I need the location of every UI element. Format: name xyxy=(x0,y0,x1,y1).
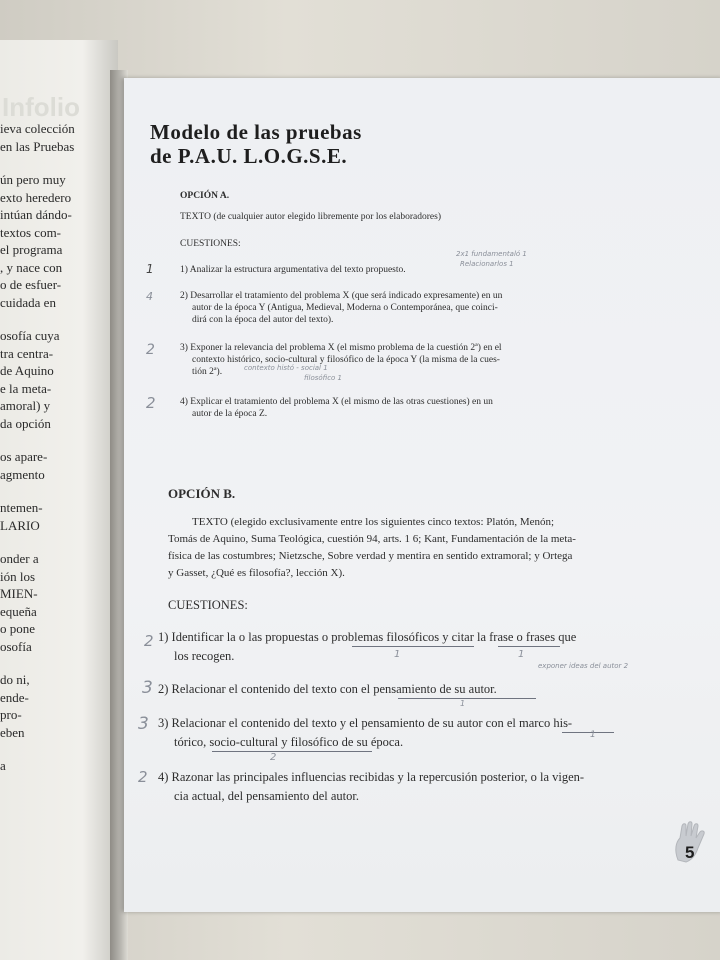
left-page-line: equeña xyxy=(0,603,37,619)
left-page-line: agmento xyxy=(0,466,45,482)
left-page-line: ntemen- xyxy=(0,500,43,515)
option-b-questions-label: CUESTIONES: xyxy=(168,598,248,612)
left-page-line: a xyxy=(0,758,6,773)
b-q3-underline-1 xyxy=(562,732,614,733)
option-a-text: TEXTO (de cualquier autor elegido libremente por los elaboradores) xyxy=(180,212,441,222)
left-page-line: el programa xyxy=(0,242,63,257)
left-page-line: LARIO xyxy=(0,517,40,533)
page-number: 5 xyxy=(685,843,695,862)
left-page-line: eben xyxy=(0,724,25,740)
b-q3-mark-1: 1 xyxy=(590,730,596,740)
option-b-text xyxy=(168,514,616,582)
a-question-4-line-2: autor de la época Z. xyxy=(192,409,268,419)
b-q1-mark-2: 1 xyxy=(518,649,525,660)
title-line-2: de P.A.U. L.O.G.S.E. xyxy=(150,144,348,168)
left-page-line: onder a xyxy=(0,551,39,566)
a-q1-note: 2x1 fundamentaló 1 xyxy=(456,250,527,258)
left-page-line: MIEN- xyxy=(0,586,38,601)
a-question-2-line-1: 2) Desarrollar el tratamiento del problema X (que será indicado expresamente) en un xyxy=(180,291,503,301)
left-page-line: amoral) y xyxy=(0,398,51,413)
b-q1-underline-2 xyxy=(498,646,560,647)
a-q1-note-2: Relacionarlos 1 xyxy=(460,260,514,268)
b-question-1-line-2: los recogen. xyxy=(174,649,235,663)
option-b-text-line-4: y Gasset, ¿Qué es filosofía?, lección X). xyxy=(168,567,345,579)
b-q1-margin-mark: 2 xyxy=(144,632,154,650)
left-page-line: ión los xyxy=(0,568,36,584)
a-question-2-line-2: autor de la época Y (Antigua, Medieval, Moderna o Contemporánea, que coinci- xyxy=(192,303,498,313)
b-question-2: 2) Relacionar el contenido del texto con el pensamiento de su autor. xyxy=(158,682,497,696)
a-q2-margin-mark: 4 xyxy=(146,290,153,303)
left-page-line: intúan dándo- xyxy=(0,207,72,222)
page-title xyxy=(150,120,362,168)
left-page-line: cuidada en xyxy=(0,294,56,310)
b-q2-underline xyxy=(398,698,536,699)
left-page-line: , y nace con xyxy=(0,259,63,275)
left-page-line: da opción xyxy=(0,415,51,431)
option-b-heading: OPCIÓN B. xyxy=(168,486,236,501)
left-page-line: exto heredero xyxy=(0,189,72,205)
left-page-line: osofía xyxy=(0,638,32,654)
left-page-line: ún pero muy xyxy=(0,172,66,187)
title-line-1: Modelo de las pruebas xyxy=(150,120,362,144)
left-page-faded-heading: Infolio xyxy=(2,92,80,122)
a-question-4-line-1: 4) Explicar el tratamiento del problema X (el mismo de las otras cuestiones) en un xyxy=(180,397,493,407)
left-page-line: ende- xyxy=(0,689,29,705)
a-question-3-line-1: 3) Exponer la relevancia del problema X (el mismo problema de la cuestión 2ª) en el xyxy=(180,343,502,353)
right-page xyxy=(124,78,720,912)
option-b-text-line-1: TEXTO (elegido exclusivamente entre los siguientes cinco textos: Platón, Menón; xyxy=(192,516,555,528)
left-page-line: osofía cuya xyxy=(0,328,60,343)
option-a-heading: OPCIÓN A. xyxy=(180,191,230,201)
left-page-line: en las Pruebas xyxy=(0,138,75,154)
left-page-line: o de esfuer- xyxy=(0,277,62,292)
b-question-4-line-2: cia actual, del pensamiento del autor. xyxy=(174,789,359,803)
a-q3-margin-mark: 2 xyxy=(146,342,155,358)
a-q3-note-2: filosófico 1 xyxy=(304,374,343,382)
option-b-text-line-2: Tomás de Aquino, Suma Teológica, cuestión 94, arts. 1 6; Kant, Fundamentación de la meta- xyxy=(168,533,576,545)
b-q2-margin-mark: 3 xyxy=(142,678,153,698)
option-a-questions-label: CUESTIONES: xyxy=(180,239,241,249)
b-q3-margin-mark: 3 xyxy=(138,714,149,734)
left-page-line: do ni, xyxy=(0,672,30,687)
left-page-line: textos com- xyxy=(0,224,62,240)
left-page-line: pro- xyxy=(0,707,22,722)
a-q1-margin-mark: 1 xyxy=(146,262,154,276)
left-page-line: e la meta- xyxy=(0,380,52,396)
a-question-2-line-3: dirá con la época del autor del texto). xyxy=(192,315,334,325)
b-question-1-line-1: 1) Identificar la o las propuestas o problemas filosóficos y citar la frase o frases que xyxy=(158,630,577,644)
a-q4-margin-mark: 2 xyxy=(146,394,156,412)
b-q1-mark-1: 1 xyxy=(394,649,401,660)
b-q3-underline-2 xyxy=(212,751,372,752)
b-q2-mark: 1 xyxy=(460,699,466,708)
b-q1-underline-1 xyxy=(352,646,474,647)
b-q4-margin-mark: 2 xyxy=(138,768,148,786)
a-q3-note: contexto histó - social 1 xyxy=(244,364,328,372)
left-page-line: os apare- xyxy=(0,449,48,464)
option-b-text-line-3: física de las costumbres; Nietzsche, Sobre verdad y mentira en sentido extramoral; y Ortega xyxy=(168,550,573,562)
left-page-line: o pone xyxy=(0,621,36,636)
left-page xyxy=(0,40,118,960)
left-page-line: de Aquino xyxy=(0,363,54,378)
b-question-3-line-1: 3) Relacionar el contenido del texto y el pensamiento de su autor con el marco his- xyxy=(158,716,573,730)
a-question-3-line-3: tión 2ª). xyxy=(192,367,223,377)
b-q3-mark-2: 2 xyxy=(270,752,277,763)
a-question-3-line-2: contexto histórico, socio-cultural y filosófico de la época Y (la misma de la cues- xyxy=(192,355,500,365)
a-question-1: 1) Analizar la estructura argumentativa del texto propuesto. xyxy=(180,265,406,275)
left-page-line: ieva colección xyxy=(0,121,75,136)
left-page-line: tra centra- xyxy=(0,345,54,361)
b-q2-note: exponer ideas del autor 2 xyxy=(538,662,629,670)
b-question-4-line-1: 4) Razonar las principales influencias recibidas y la repercusión posterior, o la vigen- xyxy=(158,770,585,784)
b-question-3-line-2: tórico, socio-cultural y filosófico de su época. xyxy=(174,735,404,749)
